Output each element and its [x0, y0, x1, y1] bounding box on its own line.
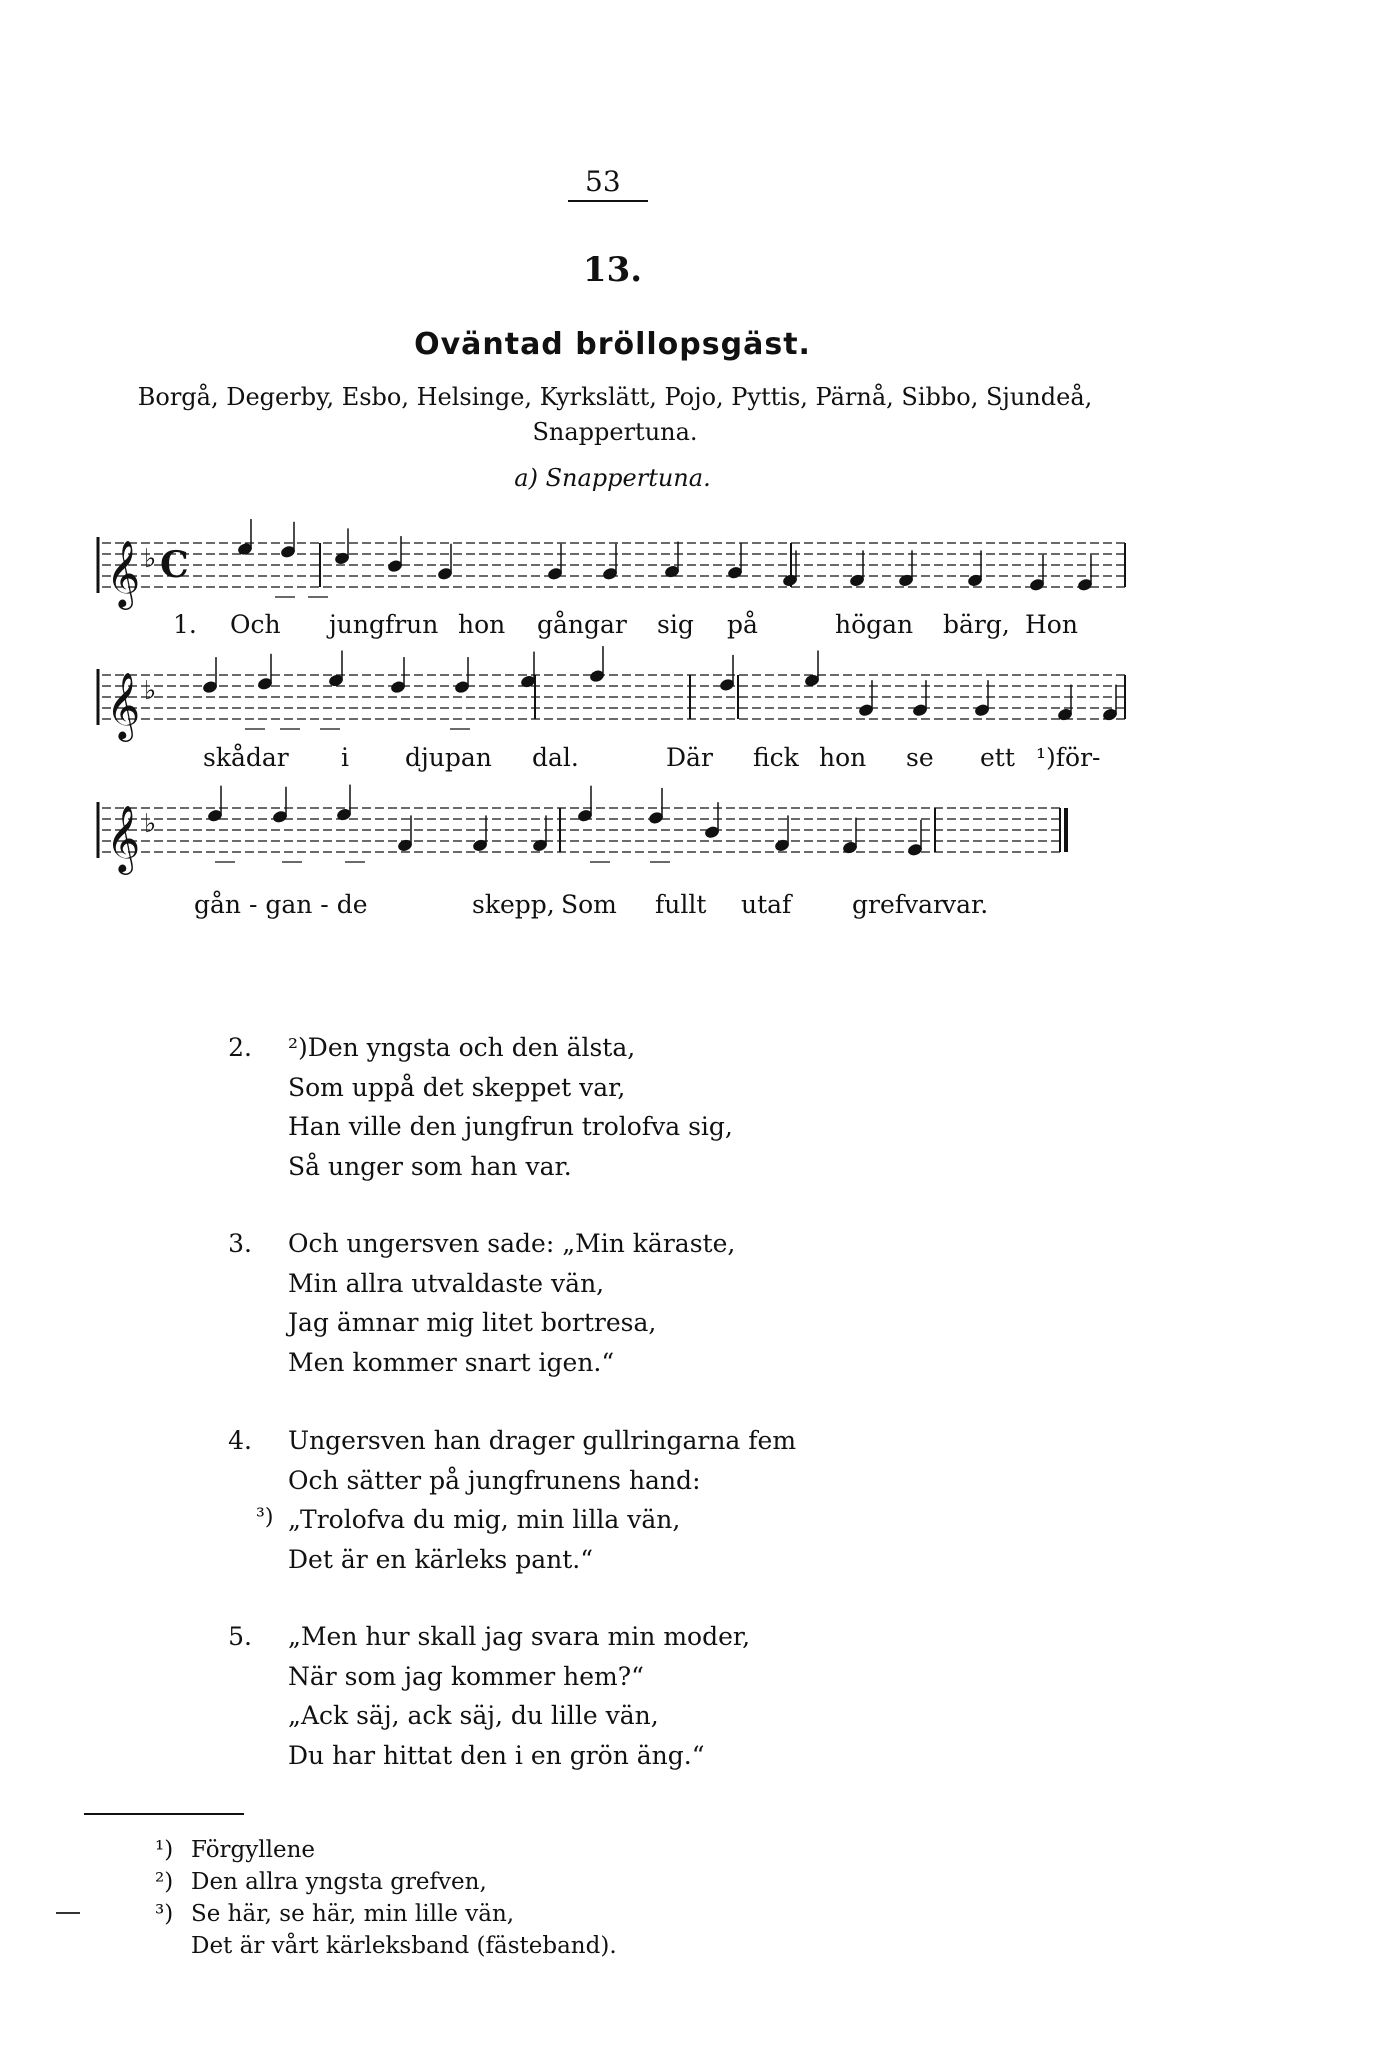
- stanza-line: Han ville den jungfrun trolofva sig,: [288, 1112, 733, 1141]
- key-signature: ♭: [144, 809, 157, 839]
- time-signature: C: [160, 544, 189, 586]
- lyric-syllable: skådar: [203, 743, 289, 772]
- lyric-syllable: dal.: [532, 743, 579, 772]
- lyric-syllable: Och: [230, 610, 281, 639]
- lyric-syllable: Som: [561, 890, 617, 919]
- stanza-line: „Men hur skall jag svara min moder,: [288, 1622, 751, 1651]
- song-number: 13.: [582, 250, 643, 290]
- page-number: 53: [585, 165, 621, 198]
- stanza-number: 5.: [228, 1622, 252, 1651]
- lyric-syllable: jungfrun: [329, 610, 439, 639]
- treble-clef: 𝄞: [106, 671, 141, 739]
- lyric-syllable: hon: [819, 743, 867, 772]
- stanza-line: Ungersven han drager gullringarna fem: [288, 1426, 797, 1455]
- footnote-mark: ³): [155, 1901, 174, 1927]
- lyric-syllable: ¹)för-: [1036, 743, 1101, 772]
- footnote-mark: ¹): [155, 1837, 174, 1863]
- key-signature: ♭: [144, 676, 157, 706]
- stanza-number: 4.: [228, 1426, 252, 1455]
- stanza-line: Jag ämnar mig litet bortresa,: [288, 1308, 657, 1337]
- stanza-line: Och ungersven sade: „Min käraste,: [288, 1229, 736, 1258]
- lyric-syllable: Hon: [1025, 610, 1078, 639]
- lyric-syllable: var.: [942, 890, 989, 919]
- stanza-number: 2.: [228, 1033, 252, 1062]
- lyric-syllable: i: [341, 743, 349, 772]
- lyric-syllable: bärg,: [943, 610, 1010, 639]
- lyric-syllable: 1.: [173, 610, 197, 639]
- lyric-syllable: fullt: [655, 890, 707, 919]
- lyric-syllable: se: [906, 743, 934, 772]
- lyric-syllable: högan: [835, 610, 914, 639]
- footnote: [155, 1837, 315, 1863]
- treble-clef: 𝄞: [106, 539, 141, 607]
- stanza-line: Du har hittat den i en grön äng.“: [288, 1740, 705, 1770]
- footnotes-rule: [84, 1813, 244, 1815]
- footnote: [155, 1933, 617, 1959]
- stanza-line: Så unger som han var.: [288, 1151, 572, 1181]
- footnote-text: Förgyllene: [191, 1837, 316, 1863]
- footnote-text: Se här, se här, min lille vän,: [191, 1901, 515, 1927]
- footnote-text: Den allra yngsta grefven,: [191, 1869, 487, 1895]
- lyric-syllable: gån - gan - de: [194, 890, 368, 919]
- lyric-syllable: skepp,: [472, 890, 555, 919]
- lyric-syllable: hon: [458, 610, 506, 639]
- lyric-syllable: grefvar: [852, 890, 945, 919]
- stanza-line: „Trolofva du mig, min lilla vän,: [288, 1505, 681, 1534]
- lyric-syllable: på: [727, 610, 758, 639]
- stanza-line: Min allra utvaldaste vän,: [288, 1268, 605, 1298]
- footnote: [155, 1869, 487, 1895]
- footnote-marker: ³): [256, 1505, 274, 1530]
- stanza-line: Och sätter på jungfrunens hand:: [288, 1465, 701, 1495]
- key-signature: ♭: [144, 544, 157, 574]
- stanza-line: När som jag kommer hem?“: [288, 1661, 644, 1691]
- lyric-syllable: gångar: [537, 610, 627, 639]
- lyric-syllable: Där: [666, 743, 713, 772]
- variant-label: a) Snappertuna.: [514, 464, 711, 492]
- song-title: Oväntad bröllopsgäst.: [414, 327, 811, 362]
- footnote-mark: ²): [155, 1869, 174, 1895]
- lyric-syllable: sig: [657, 610, 694, 639]
- stanza-line: „Ack säj, ack säj, du lille vän,: [288, 1701, 659, 1730]
- lyric-syllable: ett: [980, 743, 1015, 772]
- lyric-syllable: djupan: [405, 743, 492, 772]
- places-list: Borgå, Degerby, Esbo, Helsinge, Kyrkslätt, Pojo, Pyttis, Pärnå, Sibbo, Sjundeå, Snappertuna.: [137, 383, 1093, 446]
- lyric-syllable: utaf: [741, 890, 792, 919]
- stanza-line: Men kommer snart igen.“: [288, 1347, 615, 1377]
- stanza-line: Som uppå det skeppet var,: [288, 1072, 626, 1102]
- stanza-line: ²)Den yngsta och den älsta,: [288, 1033, 636, 1062]
- music-notation: [0, 0, 1400, 920]
- stanza-number: 3.: [228, 1229, 252, 1258]
- lyric-syllable: fick: [753, 743, 799, 772]
- treble-clef: 𝄞: [106, 804, 141, 872]
- footnote-text: Det är vårt kärleksband (fästeband).: [191, 1933, 617, 1959]
- stanza-line: Det är en kärleks pant.“: [288, 1544, 593, 1574]
- footnote: [155, 1901, 514, 1927]
- stray-mark: [56, 1912, 80, 1914]
